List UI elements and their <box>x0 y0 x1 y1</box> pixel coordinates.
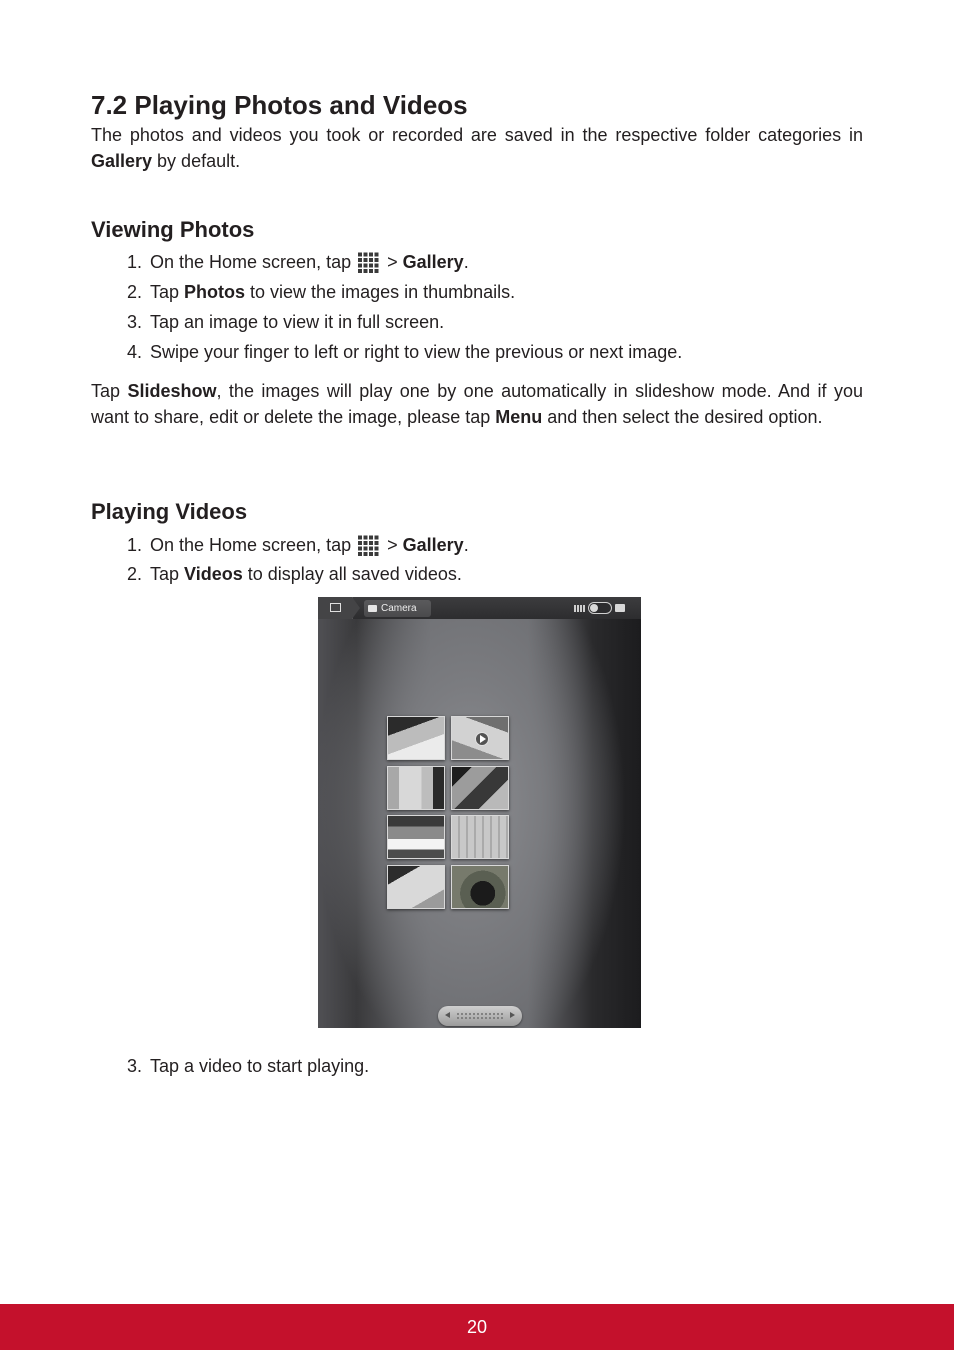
thumbnail[interactable] <box>387 815 445 859</box>
scroll-left-icon <box>445 1012 450 1018</box>
grid-view-icon <box>574 605 585 612</box>
gallery-screenshot <box>318 597 641 1028</box>
list-item: 3. Tap a video to start playing. <box>127 1056 370 1076</box>
thumbnail[interactable] <box>387 766 445 810</box>
view-toggle-switch[interactable] <box>588 602 612 614</box>
list-item: 3. Tap an image to view it in full screen. <box>127 312 445 332</box>
breadcrumb-camera[interactable] <box>364 600 431 617</box>
breadcrumb-label: Camera <box>381 602 417 614</box>
footer-bar <box>0 1304 954 1350</box>
breadcrumb-chevron <box>352 597 360 619</box>
list-item: 2. Tap Videos to display all saved videos. <box>127 564 462 584</box>
apps-grid-icon <box>358 534 380 556</box>
section-heading-playing-videos: Playing Videos <box>91 499 248 524</box>
toggle-knob <box>590 604 598 612</box>
scrubber-track <box>456 1012 504 1020</box>
thumbnail[interactable] <box>387 865 445 909</box>
thumbnail[interactable] <box>387 716 445 760</box>
page-title: 7.2 Playing Photos and Videos <box>91 90 468 120</box>
list-item: 1. On the Home screen, tap > Gallery. <box>127 252 469 272</box>
thumbnail[interactable] <box>451 766 509 810</box>
view-toggle[interactable] <box>574 602 625 614</box>
list-item: 4. Swipe your finger to left or right to view the previous or next image. <box>127 342 683 362</box>
thumbnail[interactable] <box>451 815 509 859</box>
gallery-home-button[interactable] <box>318 597 353 619</box>
page-number: 20 <box>466 1317 488 1337</box>
scroll-right-icon <box>510 1012 515 1018</box>
play-icon <box>475 732 489 746</box>
list-item: 2. Tap Photos to view the images in thumbnails. <box>127 282 516 302</box>
slideshow-note: Tap Slideshow, the images will play one by one automatically in slideshow mode. And if you want to share, edit or delete the image, please tap Menu and then select the desired option. <box>91 381 863 427</box>
thumbnail[interactable] <box>451 716 509 760</box>
camera-icon <box>368 605 377 612</box>
section-heading-viewing-photos: Viewing Photos <box>91 217 255 242</box>
apps-grid-icon <box>358 251 380 273</box>
stack-view-icon <box>615 604 625 612</box>
thumbnail[interactable] <box>451 865 509 909</box>
gallery-scrubber[interactable] <box>438 1006 522 1026</box>
intro-paragraph: The photos and videos you took or recorded are saved in the respective folder categories in Gallery by default. <box>91 125 863 171</box>
list-item: 1. On the Home screen, tap > Gallery. <box>127 535 469 555</box>
gallery-icon <box>330 603 341 612</box>
gallery-top-bar <box>318 597 641 619</box>
